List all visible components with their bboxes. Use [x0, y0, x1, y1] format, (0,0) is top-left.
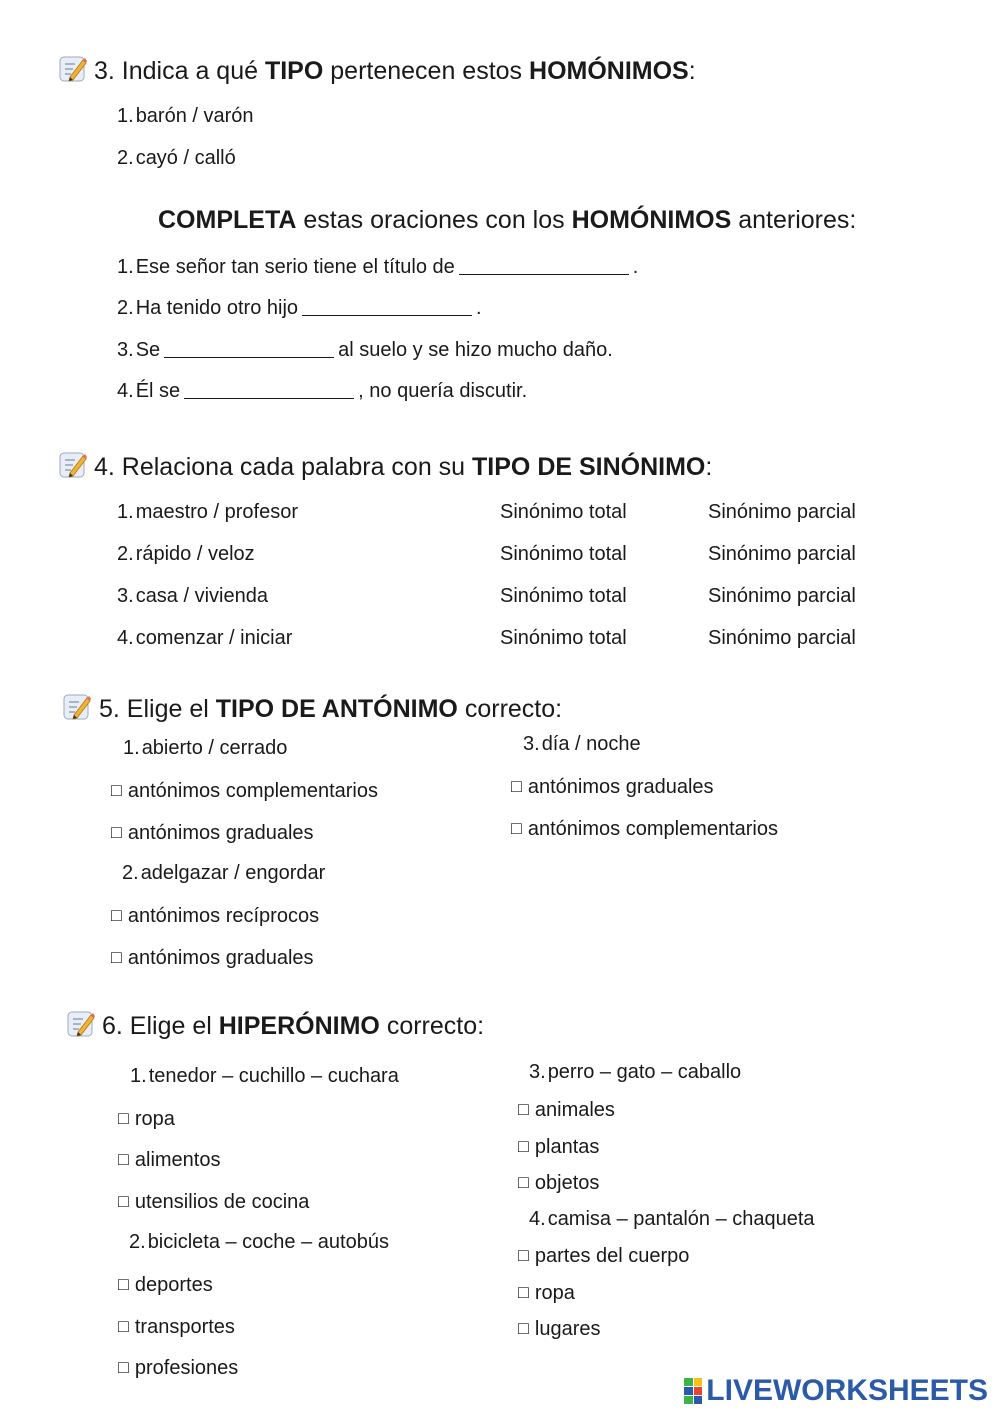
heading-bold: HIPERÓNIMO [218, 1012, 380, 1040]
heading-text: 3. Indica a qué [94, 57, 265, 85]
checkbox-icon[interactable]: □ [518, 1245, 529, 1265]
checkbox-icon[interactable]: □ [518, 1318, 529, 1338]
item-text: tenedor – cuchillo – cuchara [148, 1065, 399, 1087]
item-number: 3. [523, 733, 540, 755]
option-sinonimo-total[interactable]: Sinónimo total [500, 501, 627, 523]
sentence-text: Ha tenido otro hijo [135, 297, 299, 319]
synonym-row-word [117, 584, 268, 608]
section-4-heading [94, 452, 712, 482]
checkbox-option[interactable] [118, 1106, 175, 1131]
checkbox-option[interactable] [118, 1147, 220, 1172]
sentence-row [117, 255, 638, 279]
brand-mark-icon [684, 1378, 702, 1404]
item-text: bicicleta – coche – autobús [147, 1231, 389, 1253]
heading-text: correcto: [457, 695, 563, 723]
item-number: 4. [529, 1208, 546, 1230]
checkbox-icon[interactable]: □ [111, 947, 122, 967]
liveworksheets-logo[interactable] [684, 1374, 988, 1408]
antonym-question [523, 732, 641, 756]
synonym-row-word [117, 542, 255, 566]
complete-instruction [158, 205, 856, 235]
option-label: antónimos graduales [127, 822, 314, 844]
section-6-heading [102, 1011, 484, 1041]
synonym-row-word [117, 500, 298, 524]
option-label: antónimos graduales [127, 947, 314, 969]
brand-name: LIVEWORKSHEETS [706, 1374, 988, 1407]
sentence-row [117, 338, 613, 362]
item-text: maestro / profesor [135, 501, 298, 523]
option-label: antónimos complementarios [127, 780, 378, 802]
option-label: plantas [534, 1136, 600, 1158]
section-5-heading [99, 694, 562, 724]
option-label: deportes [134, 1274, 213, 1296]
option-label: antónimos complementarios [527, 818, 778, 840]
homonym-pair [117, 104, 254, 128]
checkbox-option[interactable] [118, 1314, 235, 1339]
heading-text: : [705, 453, 713, 481]
sentence-row [117, 379, 527, 403]
checkbox-icon[interactable]: □ [518, 1099, 529, 1119]
checkbox-option[interactable] [518, 1243, 689, 1268]
heading-text: anteriores: [731, 206, 857, 234]
option-sinonimo-total[interactable]: Sinónimo total [500, 627, 627, 649]
antonym-question [122, 861, 325, 885]
heading-text: correcto: [379, 1012, 485, 1040]
sentence-text: al suelo y se hizo mucho daño. [338, 339, 613, 361]
option-sinonimo-parcial[interactable]: Sinónimo parcial [708, 543, 856, 565]
item-text: adelgazar / engordar [140, 862, 326, 884]
heading-bold: TIPO DE ANTÓNIMO [215, 695, 458, 723]
item-text: cayó / calló [135, 147, 236, 169]
hypernym-question [529, 1207, 815, 1231]
heading-text: estas oraciones con los [296, 206, 572, 234]
option-sinonimo-total[interactable]: Sinónimo total [500, 585, 627, 607]
item-text: casa / vivienda [135, 585, 268, 607]
checkbox-icon[interactable]: □ [111, 905, 122, 925]
option-label: antónimos recíprocos [127, 905, 320, 927]
sentence-text: , no quería discutir. [358, 380, 528, 402]
item-number: 2. [117, 543, 134, 565]
item-text: perro – gato – caballo [547, 1061, 742, 1083]
checkbox-icon[interactable]: □ [118, 1357, 129, 1377]
item-text: comenzar / iniciar [135, 627, 293, 649]
checkbox-option[interactable] [111, 945, 314, 970]
option-label: partes del cuerpo [534, 1245, 690, 1267]
blank-input[interactable] [302, 297, 472, 316]
item-number: 3. [117, 339, 134, 361]
heading-bold: HOMÓNIMOS [529, 57, 689, 85]
item-number: 1. [117, 105, 134, 127]
checkbox-option[interactable] [118, 1272, 213, 1297]
option-label: ropa [134, 1108, 175, 1130]
checkbox-icon[interactable]: □ [518, 1172, 529, 1192]
pencil-icon [63, 693, 91, 721]
heading-bold: TIPO [264, 57, 324, 85]
option-label: alimentos [134, 1149, 221, 1171]
hypernym-question [129, 1230, 389, 1254]
checkbox-option[interactable] [511, 774, 714, 799]
item-number: 1. [117, 501, 134, 523]
item-number: 2. [117, 147, 134, 169]
heading-text: pertenecen estos [323, 57, 530, 85]
checkbox-option[interactable] [118, 1355, 238, 1380]
item-number: 2. [129, 1231, 146, 1253]
heading-bold: COMPLETA [158, 206, 297, 234]
heading-bold: TIPO DE SINÓNIMO [472, 453, 706, 481]
checkbox-option[interactable] [518, 1170, 599, 1195]
checkbox-option[interactable] [111, 903, 319, 928]
checkbox-option[interactable] [518, 1280, 575, 1305]
synonym-row-word [117, 626, 292, 650]
sentence-row [117, 296, 482, 320]
item-number: 1. [123, 737, 140, 759]
pencil-icon [59, 451, 87, 479]
blank-input[interactable] [184, 380, 354, 399]
item-number: 1. [130, 1065, 147, 1087]
option-label: lugares [534, 1318, 601, 1340]
heading-bold: HOMÓNIMOS [571, 206, 732, 234]
item-number: 1. [117, 256, 134, 278]
blank-input[interactable] [164, 339, 334, 358]
option-label: profesiones [134, 1357, 239, 1379]
option-sinonimo-total[interactable]: Sinónimo total [500, 543, 627, 565]
checkbox-icon[interactable]: □ [118, 1316, 129, 1336]
heading-text: 5. Elige el [99, 695, 216, 723]
item-number: 3. [529, 1061, 546, 1083]
sentence-text: Él se [135, 380, 181, 402]
sentence-text: . [476, 297, 482, 319]
checkbox-icon[interactable]: □ [511, 776, 522, 796]
item-text: abierto / cerrado [141, 737, 288, 759]
option-label: utensilios de cocina [134, 1191, 310, 1213]
pencil-icon [67, 1010, 95, 1038]
checkbox-icon[interactable]: □ [118, 1108, 129, 1128]
option-label: animales [534, 1099, 615, 1121]
heading-text: 6. Elige el [102, 1012, 219, 1040]
option-sinonimo-parcial[interactable]: Sinónimo parcial [708, 585, 856, 607]
option-label: transportes [134, 1316, 235, 1338]
item-number: 2. [117, 297, 134, 319]
checkbox-icon[interactable]: □ [518, 1136, 529, 1156]
checkbox-icon[interactable]: □ [111, 780, 122, 800]
item-number: 3. [117, 585, 134, 607]
checkbox-icon[interactable]: □ [111, 822, 122, 842]
pencil-icon [59, 55, 87, 83]
hypernym-question [130, 1064, 399, 1088]
option-label: antónimos graduales [527, 776, 714, 798]
option-sinonimo-parcial[interactable]: Sinónimo parcial [708, 501, 856, 523]
section-3-heading [94, 56, 696, 86]
checkbox-option[interactable] [518, 1134, 599, 1159]
item-number: 4. [117, 627, 134, 649]
heading-text: 4. Relaciona cada palabra con su [94, 453, 473, 481]
sentence-text: Se [135, 339, 161, 361]
option-label: ropa [534, 1282, 575, 1304]
sentence-text: Ese señor tan serio tiene el título de [135, 256, 455, 278]
item-number: 2. [122, 862, 139, 884]
checkbox-option[interactable] [111, 778, 378, 803]
option-sinonimo-parcial[interactable]: Sinónimo parcial [708, 627, 856, 649]
item-text: día / noche [541, 733, 641, 755]
checkbox-option[interactable] [518, 1097, 615, 1122]
checkbox-option[interactable] [511, 816, 778, 841]
checkbox-icon[interactable]: □ [518, 1282, 529, 1302]
homonym-pair [117, 146, 236, 170]
blank-input[interactable] [459, 256, 629, 275]
checkbox-option[interactable] [518, 1316, 600, 1341]
item-text: barón / varón [135, 105, 254, 127]
checkbox-icon[interactable]: □ [118, 1274, 129, 1294]
option-label: objetos [534, 1172, 600, 1194]
checkbox-option[interactable] [111, 820, 314, 845]
antonym-question [123, 736, 287, 760]
hypernym-question [529, 1060, 741, 1084]
item-text: camisa – pantalón – chaqueta [547, 1208, 815, 1230]
sentence-text: . [632, 256, 639, 278]
checkbox-icon[interactable]: □ [118, 1191, 129, 1211]
checkbox-option[interactable] [118, 1189, 309, 1214]
checkbox-icon[interactable]: □ [511, 818, 522, 838]
heading-text: : [688, 57, 696, 85]
item-text: rápido / veloz [135, 543, 255, 565]
item-number: 4. [117, 380, 134, 402]
checkbox-icon[interactable]: □ [118, 1149, 129, 1169]
